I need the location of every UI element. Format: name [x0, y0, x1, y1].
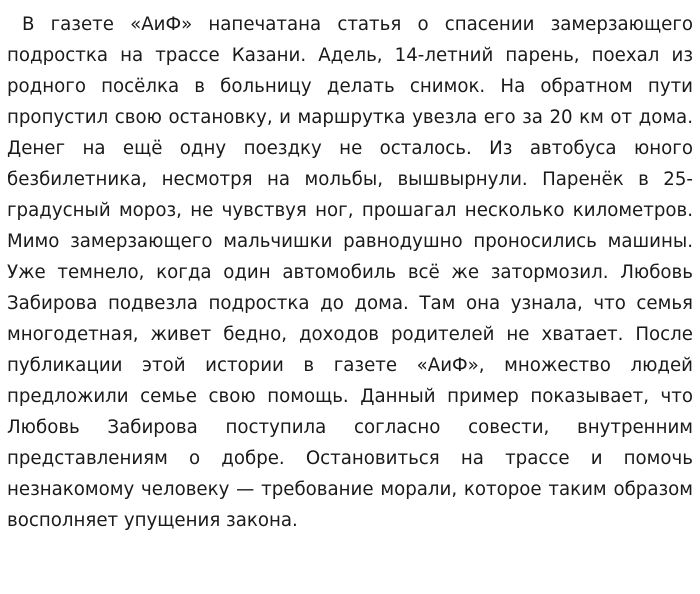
essay-paragraph: В газете «АиФ» напечатана статья о спасении замерзающего подростка на трассе Казани. Адель, 14-летний парень, поехал из родного посёлка в больницу делать снимок. На обратном пути пропустил свою остановку, и маршрутка увезла его за 20 км от дома. Денег на ещё одну поездку не осталось. Из автобуса юного безбилетника, несмотря на мольбы, вышвырнули. Паренёк в 25-градусный мороз, не чувствуя ног, прошагал несколько километров. Мимо замерзающего мальчишки равнодушно проносились машины. Уже темнело, когда один автомобиль всё же затормозил. Любовь Забирова подвезла подростка до дома. Там она узнала, что семья многодетная, живет бедно, доходов родителей не хватает. После публикации этой истории в газете «АиФ», множество людей предложили семье свою помощь. Данный пример показывает, что Любовь Забирова поступила согласно совести, внутренним представлениям о добре. Остановиться на трассе и помочь незнакомому человеку — требование морали, которое таким образом восполняет упущения закона.	[7, 14, 693, 531]
document-body	[7, 9, 693, 536]
